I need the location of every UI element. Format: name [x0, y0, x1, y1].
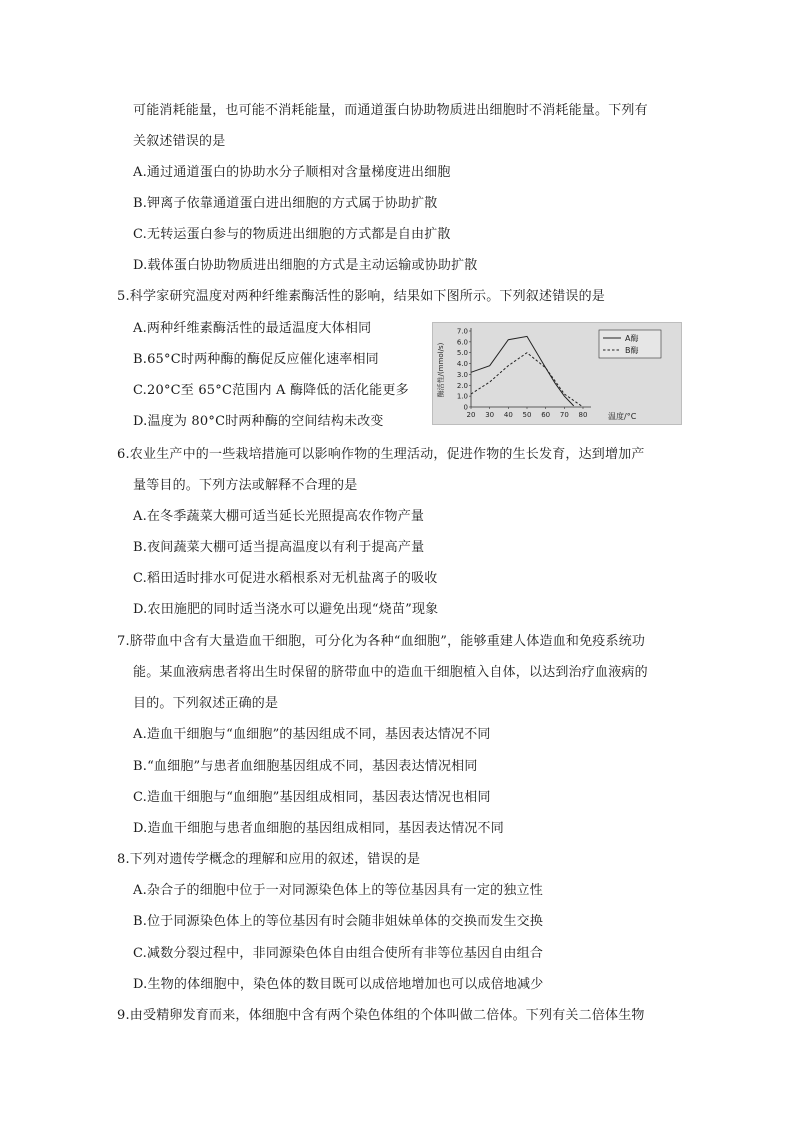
q6-option-d: D.农田施肥的同时适当浇水可以避免出现“烧苗”现象: [133, 602, 439, 617]
chart-x-tick-label: 20: [466, 411, 476, 419]
q4-option-a: A.通过通道蛋白的协助水分子顺相对含量梯度进出细胞: [133, 165, 451, 180]
q4-option-c: C.无转运蛋白参与的物质进出细胞的方式都是自由扩散: [133, 227, 451, 242]
q8-option-b: B.位于同源染色体上的等位基因有时会随非姐妹单体的交换而发生交换: [133, 914, 544, 929]
chart-y-tick-label: 4.0: [456, 360, 468, 369]
q5-option-c: C.20°C至 65°C范围内 A 酶降低的活化能更多: [133, 383, 409, 398]
q7-option-d: D.造血干细胞与患者血细胞的基因组成相同，基因表达情况不同: [133, 821, 504, 836]
q7-stem-line-2: 能。某血液病患者将出生时保留的脐带血中的造血干细胞植入自体，以达到治疗血液病的: [133, 665, 648, 680]
chart-series-line-a: [471, 336, 574, 406]
q6-option-c: C.稻田适时排水可促进水稻根系对无机盐离子的吸收: [133, 571, 438, 586]
q4-stem-line-2: 关叙述错误的是: [133, 134, 226, 149]
q6-stem-line-2: 量等目的。下列方法或解释不合理的是: [133, 478, 358, 493]
q6-option-b: B.夜间蔬菜大棚可适当提高温度以有利于提高产量: [133, 540, 425, 555]
chart-y-tick-label: 7.0: [456, 327, 468, 336]
chart-series-line-b: [471, 353, 583, 407]
chart-y-tick-label: 6.0: [456, 338, 468, 347]
q5-option-a: A.两种纤维素酶活性的最适温度大体相同: [133, 321, 372, 336]
chart-x-tick-label: 60: [541, 411, 551, 419]
q8-option-d: D.生物的体细胞中，染色体的数目既可以成倍地增加也可以成倍地减少: [133, 977, 544, 992]
q8-stem-line-1: 8.下列对遗传学概念的理解和应用的叙述，错误的是: [117, 852, 421, 867]
q5-option-b: B.65°C时两种酶的酶促反应催化速率相同: [133, 352, 379, 367]
chart-y-tick-label: 0: [463, 403, 468, 412]
q9-stem-line-1: 9.由受精卵发育而来，体细胞中含有两个染色体组的个体叫做二倍体。下列有关二倍体生物: [117, 1008, 645, 1023]
chart-y-tick-label: 1.0: [456, 392, 468, 401]
q7-stem-line-3: 目的。下列叙述正确的是: [133, 696, 279, 711]
chart-y-axis-label: 酶活性/(mmol/s): [437, 342, 445, 398]
chart-y-tick-label: 5.0: [456, 349, 468, 358]
q4-stem-line-1: 可能消耗能量，也可能不消耗能量，而通道蛋白协助物质进出细胞时不消耗能量。下列有: [133, 103, 648, 118]
q4-option-d: D.载体蛋白协助物质进出细胞的方式是主动运输或协助扩散: [133, 258, 478, 273]
q7-stem-line-1: 7.脐带血中含有大量造血干细胞，可分化为各种“血细胞”，能够重建人体造血和免疫系统功: [117, 634, 646, 649]
q7-option-a: A.造血干细胞与“血细胞”的基因组成不同，基因表达情况不同: [133, 727, 491, 742]
q5-option-d: D.温度为 80°C时两种酶的空间结构未改变: [133, 414, 384, 429]
chart-y-tick-label: 3.0: [456, 370, 468, 379]
chart-legend-label: A酶: [625, 334, 639, 343]
q6-stem-line-1: 6.农业生产中的一些栽培措施可以影响作物的生理活动，促进作物的生长发育，达到增加产: [117, 447, 645, 462]
chart-y-tick-label: 2.0: [456, 381, 468, 390]
q8-option-c: C.减数分裂过程中，非同源染色体自由组合使所有非等位基因自由组合: [133, 946, 544, 961]
q8-option-a: A.杂合子的细胞中位于一对同源染色体上的等位基因具有一定的独立性: [133, 883, 543, 898]
q5-stem-line-1: 5.科学家研究温度对两种纤维素酶活性的影响，结果如下图所示。下列叙述错误的是: [117, 289, 606, 304]
q7-option-b: B.“血细胞”与患者血细胞基因组成不同，基因表达情况相同: [133, 759, 478, 774]
q7-option-c: C.造血干细胞与“血细胞”基因组成相同，基因表达情况也相同: [133, 790, 491, 805]
q4-option-b: B.钾离子依靠通道蛋白进出细胞的方式属于协助扩散: [133, 196, 438, 211]
enzyme-activity-chart: [432, 322, 682, 425]
q6-option-a: A.在冬季蔬菜大棚可适当延长光照提高农作物产量: [133, 509, 425, 524]
chart-legend-label: B酶: [625, 346, 639, 355]
chart-canvas: [433, 323, 681, 424]
chart-x-tick-label: 70: [559, 411, 569, 419]
chart-x-tick-label: 40: [503, 411, 513, 419]
chart-x-tick-label: 30: [485, 411, 495, 419]
chart-x-tick-label: 50: [522, 411, 532, 419]
chart-x-tick-label: 80: [578, 411, 588, 419]
chart-x-axis-label: 温度/°C: [608, 412, 637, 421]
